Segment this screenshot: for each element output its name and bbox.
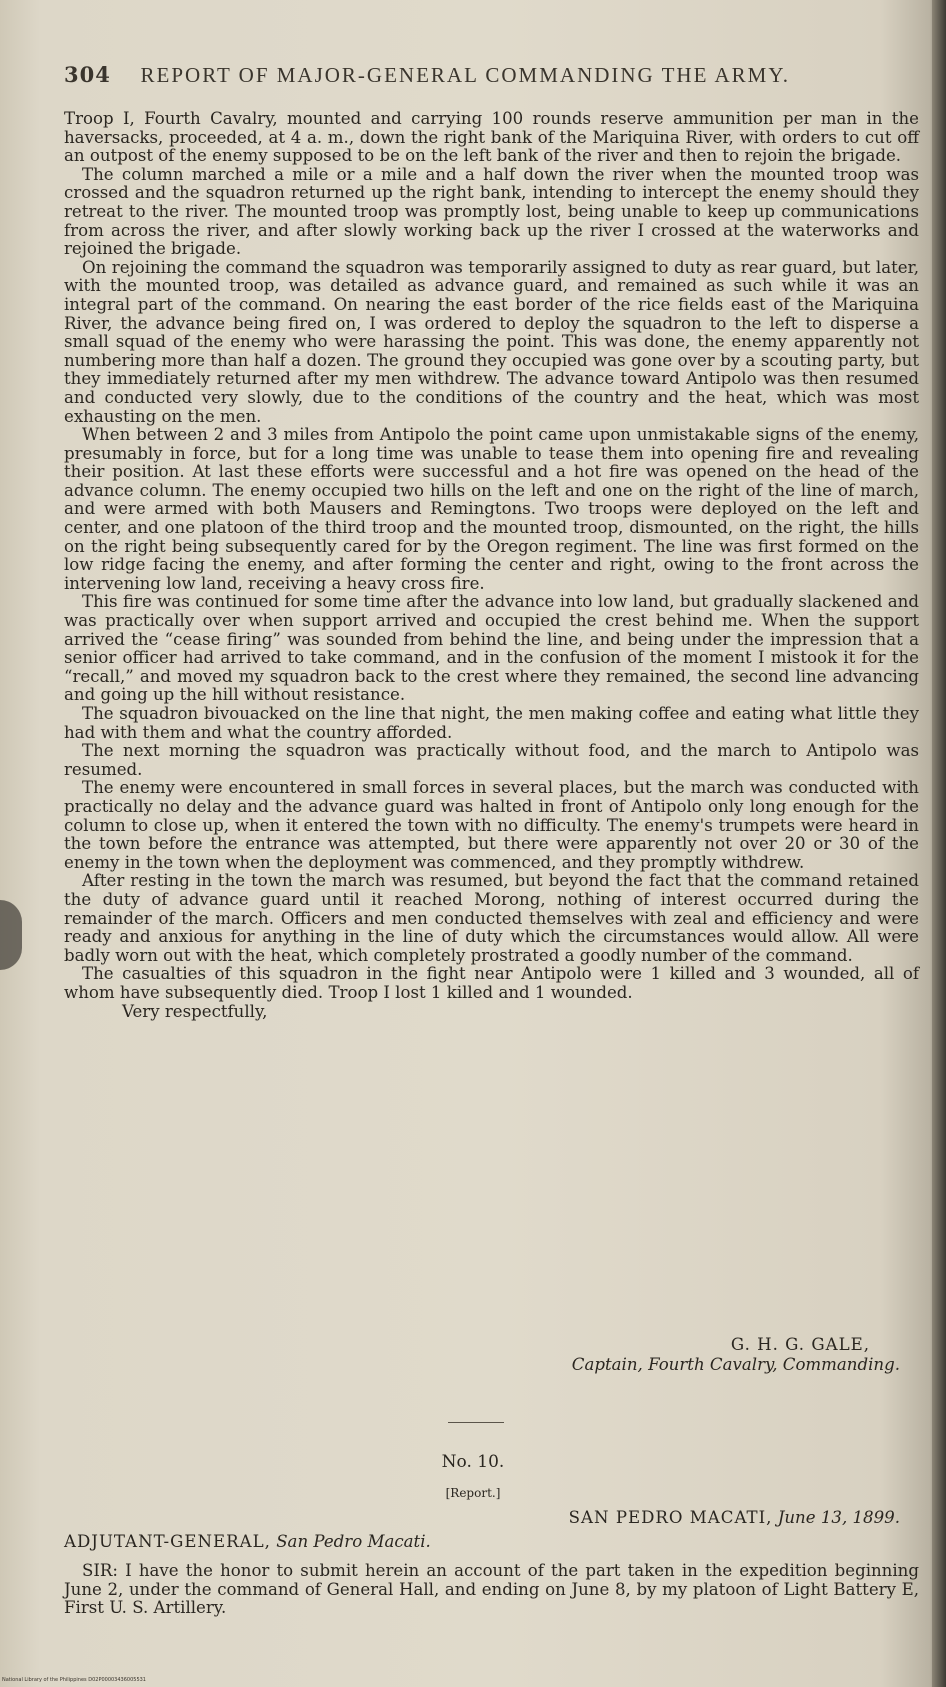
- section-divider: [448, 1422, 504, 1423]
- signatory-title: Captain, Fourth Cavalry, Commanding.: [571, 1355, 900, 1374]
- paragraph: After resting in the town the march was resumed, but beyond the fact that the command retained the duty of advance guard until it reached Morong, nothing of interest occurred during the remainder of the march. Officers and men conducted themselves with zeal and efficiency and were ready and anxious for anything in the line of duty which the circumstances would allow. All were badly worn out with the heat, which completely prostrated a goodly number of the command.: [64, 871, 919, 965]
- report-body: [64, 110, 919, 1021]
- signatory-name: G. H. G. GALE,: [730, 1335, 870, 1354]
- paragraph: The casualties of this squadron in the fight near Antipolo were 1 killed and 3 wounded, all of whom have subsequently died. Troop I lost 1 killed and 1 wounded.: [64, 964, 919, 1002]
- paragraph: This fire was continued for some time after the advance into low land, but gradually slackened and was practically over when support arrived and occupied the crest behind me. When the support arrived the “cease firing” was sounded from behind the line, and being under the impression that a senior officer had arrived to take command, and in the confusion of the moment I mistook it for the “recall,” and moved my squadron back to the crest where they remained, the second line advancing and going up the hill without resistance.: [64, 592, 919, 705]
- paragraph: The squadron bivouacked on the line that night, the men making coffee and eating what little they had with them and what the country afforded.: [64, 704, 919, 742]
- salutation: SIR:: [82, 1561, 119, 1580]
- signature-block: [440, 1335, 910, 1375]
- document-type: [Report.]: [445, 1486, 501, 1500]
- letter-opening: [64, 1562, 919, 1618]
- page-number: 304: [64, 62, 111, 87]
- addressee-place: San Pedro Macati.: [276, 1532, 431, 1551]
- dateline-date: June 13, 1899.: [777, 1508, 900, 1527]
- paragraph: The column marched a mile or a mile and a half down the river when the mounted troop was crossed and the squadron returned up the right bank, intending to intercept the enemy should they retreat to the river. The mounted troop was promptly lost, being unable to keep up communications from across the river, and after slowly working back up the river I crossed at the waterworks and rejoined the brigade.: [64, 164, 919, 259]
- letter-opening-text: I have the honor to submit herein an account of the part taken in the expedition beginning June 2, under the command of General Hall, and ending on June 8, by my platoon of Light Battery E, First U. S. Artillery.: [64, 1561, 919, 1618]
- paragraph: On rejoining the command the squadron was temporarily assigned to duty as rear guard, but later, with the mounted troop, was detailed as advance guard, and remained as such while it was an integral part of the command. On nearing the east border of the rice fields east of the Mariquina River, the advance being fired on, I was ordered to deploy the squadron to the left to disperse a small squad of the enemy who were harassing the point. This was done, the enemy apparently not numbering more than half a dozen. The ground they occupied was gone over by a scouting party, but they immediately returned after my men withdrew. The advance toward Antipolo was then resumed and conducted very slowly, due to the conditions of the country and the heat, which was most exhausting on the men.: [64, 257, 919, 426]
- header-title: REPORT OF MAJOR-GENERAL COMMANDING THE ARMY.: [140, 63, 791, 87]
- running-header: [64, 62, 854, 88]
- archive-footer: National Library of the Philippines D02P00003436005531: [2, 1677, 146, 1683]
- paragraph: The enemy were encountered in small forces in several places, but the march was conducted with practically no delay and the advance guard was halted in front of Antipolo only long enough for the column to close up, when it entered the town with no difficulty. The enemy's trumpets were heard in the town before the entrance was attempted, but there were apparently not over 20 or 30 of the enemy in the town when the deployment was commenced, and they promptly withdrew.: [64, 778, 919, 872]
- paragraph: Troop I, Fourth Cavalry, mounted and carrying 100 rounds reserve ammunition per man in the haversacks, proceeded, at 4 a. m., down the right bank of the Mariquina River, with orders to cut off an outpost of the enemy supposed to be on the left bank of the river and then to rejoin the brigade.: [64, 109, 919, 166]
- book-spine-shadow: [932, 0, 946, 1687]
- page-edge-mark: [0, 900, 22, 970]
- paragraph: When between 2 and 3 miles from Antipolo the point came upon unmistakable signs of the enemy, presumably in force, but for a long time was unable to tease them into opening fire and revealing their position. At last these efforts were successful and a hot fire was opened on the head of the advance column. The enemy occupied two hills on the left and one on the right of the line of march, and were armed with both Mausers and Remingtons. Two troops were deployed on the left and center, and one platoon of the third troop and the mounted troop, dismounted, on the right, the hills on the right being subsequently cared for by the Oregon regiment. The line was first formed on the low ridge facing the enemy, and after forming the center and right, owing to the front across the intervening low land, receiving a heavy cross fire.: [64, 425, 919, 593]
- dateline-place: SAN PEDRO MACATI,: [568, 1508, 773, 1527]
- document-number: No. 10.: [441, 1452, 505, 1472]
- dateline: [569, 1508, 900, 1527]
- closing-line: Very respectfully,: [122, 1001, 268, 1021]
- addressee: [64, 1532, 431, 1551]
- addressee-rank: ADJUTANT-GENERAL,: [64, 1532, 271, 1551]
- paragraph: The next morning the squadron was practically without food, and the march to Antipolo was resumed.: [64, 741, 919, 779]
